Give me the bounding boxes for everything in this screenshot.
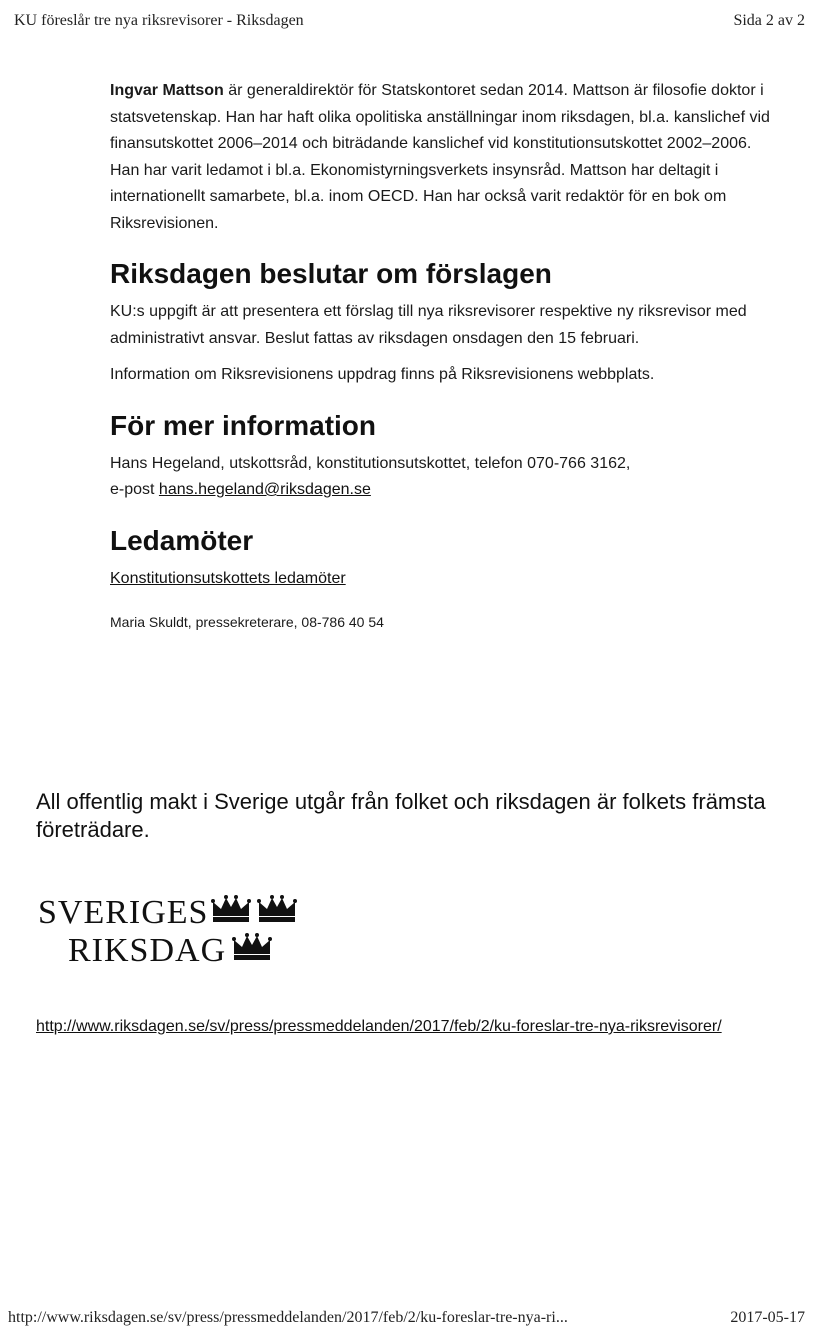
members-link[interactable]: Konstitutionsutskottets ledamöter [110,569,346,587]
bio-text: är generaldirektör för Statskontoret sedan 2014. Mattson är filosofie doktor i statsvetenskap. Han har haft olika opolitiska anställningar inom riksdagen, bl.a. kanslichef vid finansutskottet 2006–2014 och biträdande kanslichef vid konstitutionsutskottet 2002–2006. Han har varit ledamot i bl.a. Ekonomistyrningsverkets insynsråd. Mattson har deltagit i internationellt samarbete, bl.a. inom OECD. Han har också varit redaktör för en bok om Riksrevisionen. [110,82,770,232]
print-header-title: KU föreslår tre nya riksrevisorer - Riksdagen [14,12,304,29]
contact-paragraph [110,451,782,504]
press-contact: Maria Skuldt, pressekreterare, 08-786 40 54 [110,614,384,630]
members-heading: Ledamöter [110,524,254,556]
logo-line-1: SVERIGES [38,894,209,931]
info-heading: För mer information [110,409,377,441]
crown-icon [256,894,298,924]
print-footer [8,1309,805,1331]
print-header [14,12,805,34]
decision-paragraph: KU:s uppgift är att presentera ett förslag till nya riksrevisorer respektive ny riksrevisor med administrativt ansvar. Beslut fattas av riksdagen onsdagen den 15 februari. [110,303,747,347]
tagline: All offentlig makt i Sverige utgår från folket och riksdagen är folkets främsta företrädare. [36,789,766,842]
print-footer-date: 2017-05-17 [730,1309,805,1326]
print-header-page: Sida 2 av 2 [733,12,805,29]
members-paragraph [110,566,782,593]
print-footer-url: http://www.riksdagen.se/sv/press/pressmeddelanden/2017/feb/2/ku-foreslar-tre-nya-ri... [8,1309,568,1326]
riksdag-logo [38,888,338,978]
article-content [110,78,782,630]
source-url-link[interactable]: http://www.riksdagen.se/sv/press/pressmeddelanden/2017/feb/2/ku-foreslar-tre-nya-riksrevisorer/ [36,1018,722,1035]
logo-line-2: RIKSDAG [68,932,227,969]
crown-icon [210,894,252,924]
decision-heading: Riksdagen beslutar om förslagen [110,258,552,289]
crown-icon [231,932,273,962]
bio-paragraph [110,78,782,237]
email-link[interactable]: hans.hegeland@riksdagen.se [158,481,371,498]
bio-name: Ingvar Mattson [110,82,224,99]
decision-info-paragraph: Information om Riksrevisionens uppdrag finns på Riksrevisionens webbplats. [110,366,655,383]
email-prefix: e-post [110,481,159,498]
contact-line: Hans Hegeland, utskottsråd, konstitutionsutskottet, telefon 070-766 3162, [110,454,631,472]
